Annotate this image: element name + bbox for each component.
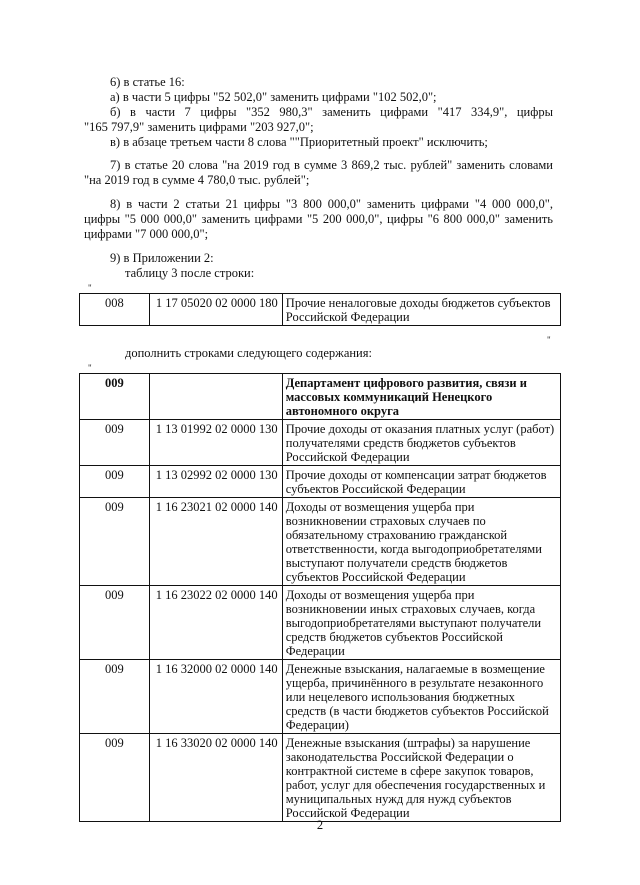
description-cell: Доходы от возмещения ущерба при возникновении иных страховых случаев, когда выгодоприобретателями выступают получатели средств бюджетов субъектов Российской Федерации [282,586,560,660]
paragraph-add-rows: дополнить строками следующего содержания: [125,346,372,360]
budget-code-cell: 1 16 23021 02 0000 140 [149,498,282,586]
page-number: 2 [316,818,324,832]
description-cell: Денежные взыскания, налагаемые в возмещение ущерба, причинённого в результате незаконного или нецелевого использования бюджетных средств (в части бюджетов субъектов Российской Федерации) [282,660,560,734]
paragraph-7-line1: 7) в статье 20 слова "на 2019 год в сумме 3 869,2 тыс. рублей" заменить словами [110,158,553,172]
table-row [80,466,561,498]
description-cell: Прочие доходы от оказания платных услуг (работ) получателями средств бюджетов субъектов Российской Федерации [282,420,560,466]
table-row [80,374,561,420]
paragraph-6b-line2: "165 797,9" заменить цифрами "203 927,0"; [84,120,314,134]
budget-code-cell: 1 16 32000 02 0000 140 [149,660,282,734]
table-row [80,420,561,466]
paragraph-9: 9) в Приложении 2: [110,251,214,265]
budget-code-cell: 1 16 33020 02 0000 140 [149,734,282,822]
admin-code-cell: 009 [80,498,150,586]
table-row [80,498,561,586]
admin-code-cell: 009 [80,374,150,420]
budget-code-cell: 1 13 01992 02 0000 130 [149,420,282,466]
table-row [80,734,561,822]
table-row [80,586,561,660]
description-cell: Департамент цифрового развития, связи и массовых коммуникаций Ненецкого автономного округа [282,374,560,420]
paragraph-6: 6) в статье 16: [110,75,185,89]
table-existing-row [79,293,561,326]
open-quote: " [88,283,92,293]
paragraph-8-line1: 8) в части 2 статьи 21 цифры "3 800 000,0" заменить цифрами "4 000 000,0", [110,197,553,211]
paragraph-6b-line1: б) в части 7 цифры "352 980,3" заменить цифрами "417 334,9", цифры [110,105,553,119]
budget-code-cell [149,374,282,420]
close-quote: " [547,335,551,345]
paragraph-9-intro: таблицу 3 после строки: [125,266,255,280]
paragraph-7-line2: "на 2019 год в сумме 4 780,0 тыс. рублей"; [84,173,310,187]
paragraph-8-line3: цифрами "7 000 000,0"; [84,227,209,241]
table-row [80,294,561,326]
table-row [80,660,561,734]
admin-code-cell: 009 [80,586,150,660]
description-cell: Прочие доходы от компенсации затрат бюджетов субъектов Российской Федерации [282,466,560,498]
admin-code-cell: 008 [80,294,150,326]
paragraph-6a: а) в части 5 цифры "52 502,0" заменить цифрами "102 502,0"; [110,90,437,104]
budget-code-cell: 1 13 02992 02 0000 130 [149,466,282,498]
budget-code-cell: 1 17 05020 02 0000 180 [149,294,282,326]
admin-code-cell: 009 [80,420,150,466]
description-cell: Денежные взыскания (штрафы) за нарушение законодательства Российской Федерации о контрактной системе в сфере закупок товаров, работ, услуг для обеспечения государственных и муниципальных нужд для нужд субъектов Российской Федерации [282,734,560,822]
description-cell: Доходы от возмещения ущерба при возникновении страховых случаев по обязательному страхованию гражданской ответственности, когда выгодоприобретателями выступают получатели средств бюджетов субъектов Российской Федерации [282,498,560,586]
description-cell: Прочие неналоговые доходы бюджетов субъектов Российской Федерации [282,294,560,326]
table-new-rows [79,373,561,822]
budget-code-cell: 1 16 23022 02 0000 140 [149,586,282,660]
paragraph-6c: в) в абзаце третьем части 8 слова ""Приоритетный проект" исключить; [110,135,488,149]
admin-code-cell: 009 [80,660,150,734]
paragraph-8-line2: цифры "5 000 000,0" заменить цифрами "5 200 000,0", цифры "6 800 000,0" заменить [84,212,553,226]
open-quote-2: " [88,363,92,373]
admin-code-cell: 009 [80,466,150,498]
admin-code-cell: 009 [80,734,150,822]
